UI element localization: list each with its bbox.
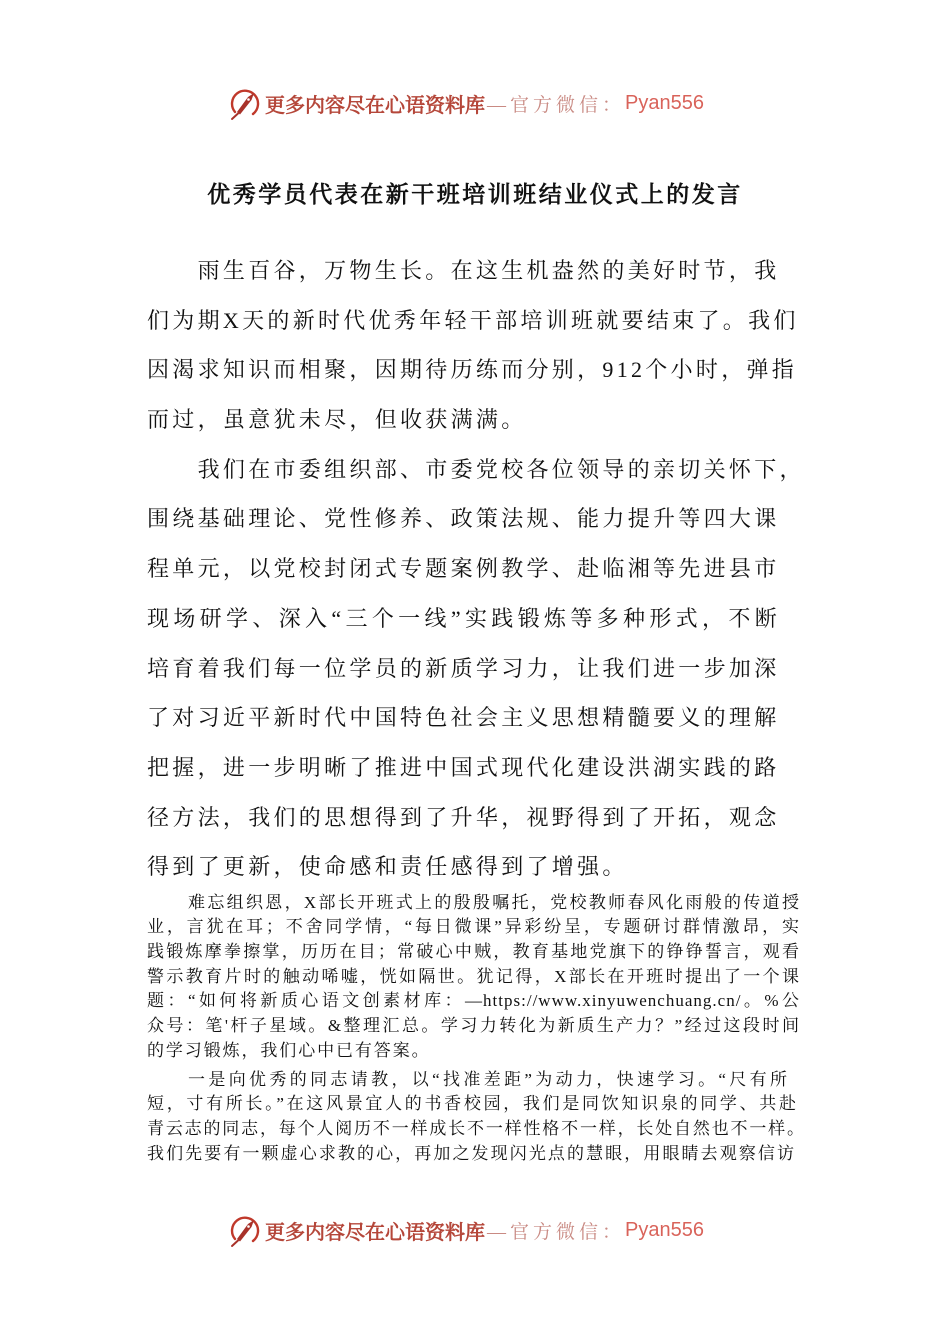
document-title: 优秀学员代表在新干班培训班结业仪式上的发言: [207, 182, 743, 207]
wechat-id: Pyan556: [625, 91, 704, 114]
text-line: 青云志的同志，每个人阅历不一样成长不一样性格不一样，长处自然也不一样。: [147, 1118, 805, 1138]
brand-text: 更多内容尽在心语资料库: [265, 1221, 485, 1244]
text-line: 现场研学、深入“三个一线”实践锻炼等多种形式，不断: [147, 605, 780, 631]
text-line: 得到了更新，使命感和责任感得到了增强。: [147, 854, 628, 880]
text-line: 警示教育片时的触动唏嘘，恍如隔世。犹记得，X部长在开班时提出了一个课: [147, 966, 800, 986]
text-line: 围绕基础理论、党性修养、政策法规、能力提升等四大课: [147, 506, 780, 532]
text-line: 培育着我们每一位学员的新质学习力，让我们进一步加深: [147, 655, 780, 681]
text-line: 的学习锻炼，我们心中已有答案。: [147, 1040, 431, 1060]
wechat-id: Pyan556: [625, 1218, 704, 1241]
wechat-label: —官方微信：: [487, 94, 626, 116]
text-line: 径方法，我们的思想得到了升华，视野得到了开拓，观念: [147, 804, 780, 830]
text-line: 践锻炼摩拳擦掌，历历在目；常破心中贼，教育基地党旗下的铮铮誓言，观看: [147, 941, 800, 961]
text-line: 众号：笔'杆子星域。&整理汇总。学习力转化为新质生产力？”经过这段时间: [147, 1016, 800, 1036]
text-line: 我们先要有一颗虚心求教的心，再加之发现闪光点的慧眼，用眼睛去观察信访: [147, 1143, 795, 1163]
text-line: 我们在市委组织部、市委党校各位领导的亲切关怀下，: [197, 456, 805, 482]
body-paragraph: [147, 1068, 805, 1167]
text-line: 了对习近平新时代中国特色社会主义思想精髓要义的理解: [147, 705, 780, 731]
body-paragraph: [147, 246, 827, 445]
wechat-label: —官方微信：: [487, 1221, 626, 1243]
text-line: 们为期X天的新时代优秀年轻干部培训班就要结束了。我们: [147, 307, 799, 333]
footer-banner: [226, 1211, 704, 1249]
text-line: 短，寸有所长。”在这风景宜人的书香校园，我们是同饮知识泉的同学、共赴: [147, 1094, 797, 1114]
text-line: 而过，虽意犹未尽，但收获满满。: [147, 407, 527, 433]
text-line: 因渴求知识而相聚，因期待历练而分别，912个小时，弹指: [147, 357, 798, 383]
text-line: 程单元，以党校封闭式专题案例教学、赴临湘等先进县市: [147, 556, 780, 582]
text-line: 题：“如何将新质心语文创素材库：—https://www.xinyuwenchuang.cn/。%公: [147, 991, 800, 1011]
text-line: 一是向优秀的同志请教，以“找准差距”为动力，快速学习。“尺有所: [188, 1069, 788, 1089]
text-line: 难忘组织恩，X部长开班式上的殷殷嘱托，党校教师春风化雨般的传道授: [188, 892, 800, 912]
text-line: 业，言犹在耳；不舍同学情，“每日微课”异彩纷呈，专题研讨群情激昂，实: [147, 917, 800, 937]
body-large-text: [147, 246, 827, 892]
brand-text: 更多内容尽在心语资料库: [265, 94, 485, 117]
body-paragraph: [147, 891, 800, 1064]
text-line: 雨生百谷，万物生长。在这生机盎然的美好时节，我: [197, 258, 780, 283]
header-banner: [226, 84, 704, 122]
pen-logo-icon: [226, 85, 262, 121]
body-paragraph: [147, 445, 827, 892]
pen-logo-icon: [226, 1212, 262, 1248]
text-line: 把握，进一步明晰了推进中国式现代化建设洪湖实践的路: [147, 754, 780, 780]
